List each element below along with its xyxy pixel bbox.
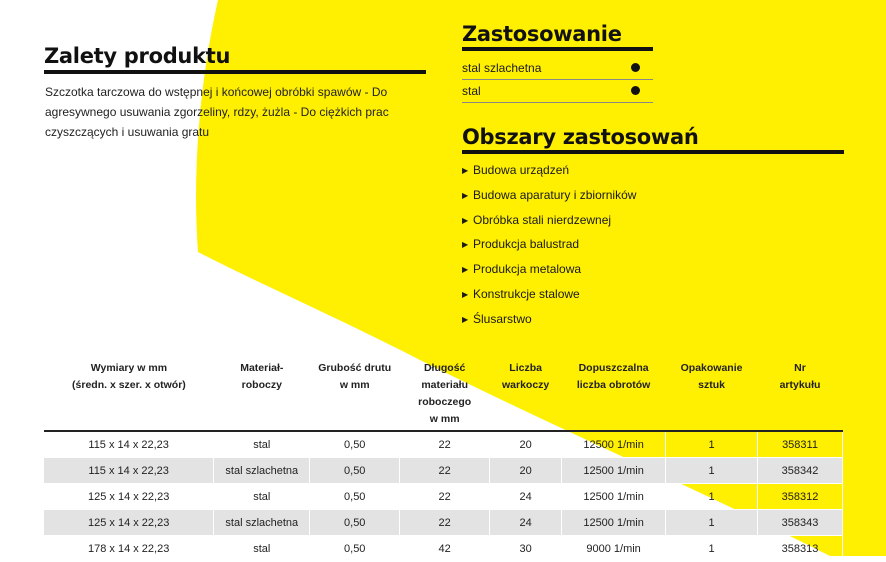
triangle-right-icon: ▶ <box>462 314 469 324</box>
table-row <box>44 458 843 484</box>
table-cell: 0,50 <box>310 484 400 510</box>
column-header: Dopuszczalna liczba obrotów <box>562 360 666 431</box>
areas-title: Obszary zastosowań <box>462 125 699 149</box>
table-cell: 22 <box>400 458 490 484</box>
triangle-right-icon: ▶ <box>462 190 469 200</box>
area-label: Budowa aparatury i zbiorników <box>473 187 637 202</box>
table-cell: stal <box>214 484 310 510</box>
advantages-line: agresywnego usuwania zgorzeliny, rdzy, żużla - Do ciężkich prac <box>45 105 389 119</box>
triangle-right-icon: ▶ <box>462 240 469 250</box>
column-header: Nr artykułu <box>758 360 843 431</box>
advantages-rule <box>44 70 426 74</box>
areas-list <box>462 160 636 334</box>
application-rule <box>462 47 653 51</box>
table-cell: 24 <box>490 510 562 536</box>
table-cell: 12500 1/min <box>562 431 666 458</box>
table-cell: 1 <box>666 510 758 536</box>
table-cell: 1 <box>666 484 758 510</box>
column-header: Wymiary w mm (średn. x szer. x otwór) <box>44 360 214 431</box>
table-cell: 0,50 <box>310 510 400 536</box>
advantages-text <box>45 82 405 142</box>
column-header: Długość materiału roboczego w mm <box>400 360 490 431</box>
list-item <box>462 309 636 334</box>
application-item-label: stal szlachetna <box>462 61 542 75</box>
table-cell: 12500 1/min <box>562 458 666 484</box>
list-item <box>462 210 636 235</box>
triangle-right-icon: ▶ <box>462 166 469 175</box>
table-cell: 178 x 14 x 22,23 <box>44 536 214 562</box>
area-label: Obróbka stali nierdzewnej <box>473 212 612 227</box>
area-label: Produkcja metalowa <box>473 262 582 277</box>
triangle-right-icon: ▶ <box>462 215 469 225</box>
list-item <box>462 160 636 185</box>
table-cell: 358342 <box>758 458 843 484</box>
area-label: Produkcja balustrad <box>473 237 580 252</box>
table-cell: 24 <box>490 484 562 510</box>
table-cell: 358343 <box>758 510 843 536</box>
table-cell: 22 <box>400 484 490 510</box>
advantages-line: Szczotka tarczowa do wstępnej i końcowej obróbki spawów - Do <box>45 85 388 99</box>
table-cell: 42 <box>400 536 490 562</box>
area-label: Konstrukcje stalowe <box>473 286 580 301</box>
table-cell: 0,50 <box>310 431 400 458</box>
advantages-line: czyszczących i usuwania gratu <box>45 125 210 139</box>
table-cell: stal <box>214 431 310 458</box>
application-title: Zastosowanie <box>462 22 622 46</box>
table-cell: 125 x 14 x 22,23 <box>44 484 214 510</box>
table-cell: 358313 <box>758 536 843 562</box>
triangle-right-icon: ▶ <box>462 289 469 299</box>
table-cell: stal szlachetna <box>214 458 310 484</box>
table-cell: 0,50 <box>310 536 400 562</box>
table-cell: stal <box>214 536 310 562</box>
table-cell: 22 <box>400 510 490 536</box>
triangle-right-icon: ▶ <box>462 265 469 275</box>
table-row <box>44 510 843 536</box>
list-item <box>462 259 636 284</box>
table-cell: 115 x 14 x 22,23 <box>44 458 214 484</box>
application-item <box>462 57 653 80</box>
table-cell: 22 <box>400 431 490 458</box>
column-header: Liczba warkoczy <box>490 360 562 431</box>
application-item <box>462 80 653 103</box>
advantages-title: Zalety produktu <box>44 44 231 68</box>
table-cell: 0,50 <box>310 458 400 484</box>
table-cell: 358312 <box>758 484 843 510</box>
table-cell: stal szlachetna <box>214 510 310 536</box>
table-cell: 1 <box>666 536 758 562</box>
column-header: Materiał- roboczy <box>214 360 310 431</box>
table-cell: 358311 <box>758 431 843 458</box>
table-cell: 12500 1/min <box>562 510 666 536</box>
area-label: Ślusarstwo <box>473 311 532 326</box>
area-label: Budowa urządzeń <box>473 163 570 177</box>
table-row <box>44 431 843 458</box>
table-cell: 30 <box>490 536 562 562</box>
column-header: Opakowanie sztuk <box>666 360 758 431</box>
areas-rule <box>462 150 844 154</box>
table-header-row <box>44 360 843 431</box>
table-cell: 1 <box>666 458 758 484</box>
list-item <box>462 284 636 309</box>
table-cell: 12500 1/min <box>562 484 666 510</box>
table-cell: 20 <box>490 458 562 484</box>
table-row <box>44 536 843 562</box>
table-cell: 115 x 14 x 22,23 <box>44 431 214 458</box>
filled-dot-icon <box>631 86 640 95</box>
application-item-label: stal <box>462 84 481 98</box>
table-cell: 1 <box>666 431 758 458</box>
table-cell: 125 x 14 x 22,23 <box>44 510 214 536</box>
filled-dot-icon <box>631 63 640 72</box>
spec-table <box>44 360 843 562</box>
table-row <box>44 484 843 510</box>
column-header: Grubość drutu w mm <box>310 360 400 431</box>
list-item <box>462 234 636 259</box>
list-item <box>462 185 636 210</box>
table-cell: 9000 1/min <box>562 536 666 562</box>
table-cell: 20 <box>490 431 562 458</box>
